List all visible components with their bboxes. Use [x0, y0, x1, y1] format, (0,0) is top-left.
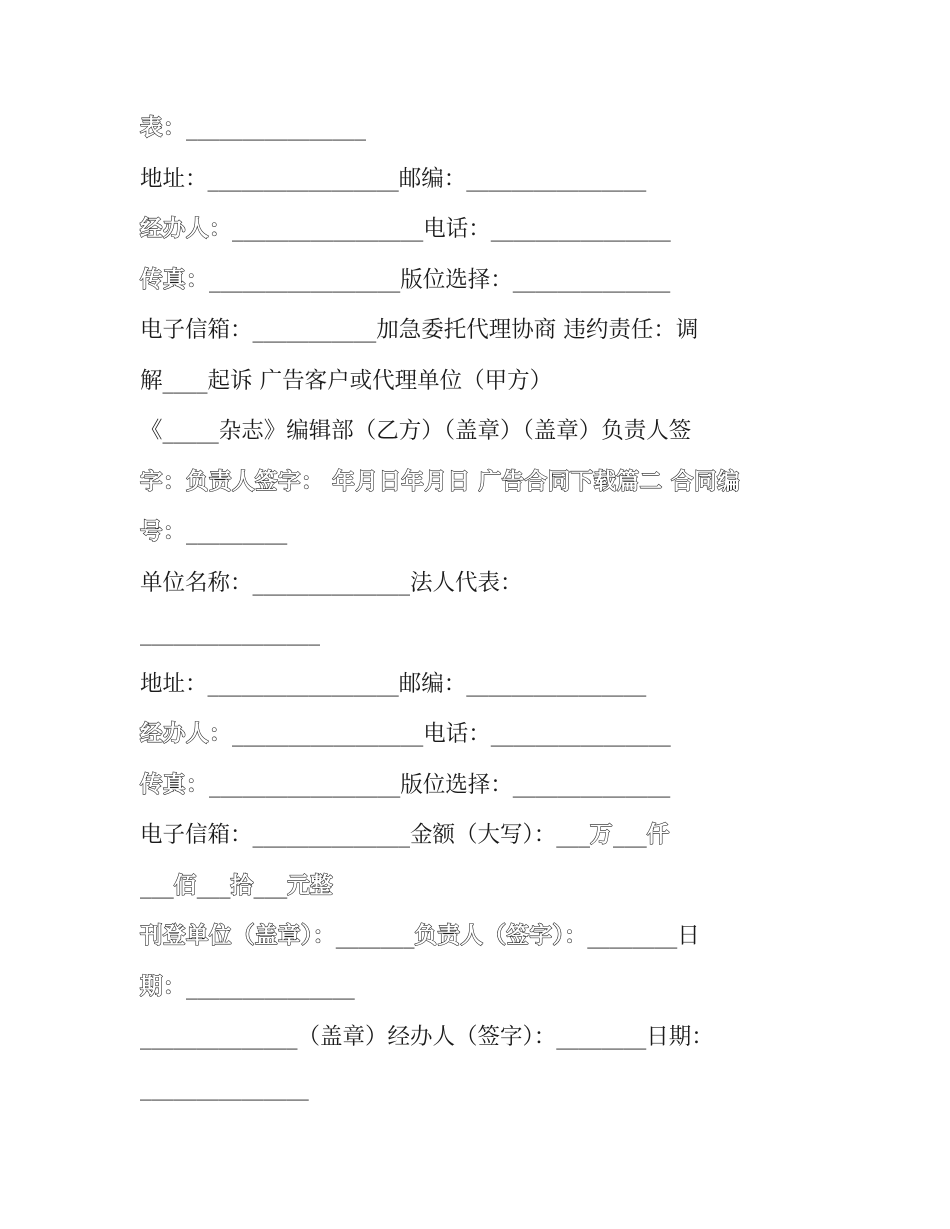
text-segment: 地址：_________________邮编：________________	[140, 670, 647, 697]
text-line	[140, 103, 830, 154]
text-segment: ___	[613, 822, 647, 848]
text-segment: 拾	[230, 872, 254, 899]
contract-page	[140, 103, 830, 1113]
text-line	[140, 507, 830, 558]
text-segment: 字：负责人签字： 年月日年月日 广告合同下载篇二 合同编	[140, 468, 741, 495]
text-segment: 解____起诉 广告客户或代理单位（甲方）	[140, 367, 553, 394]
text-segment: 经办人：	[140, 721, 233, 747]
text-segment: ________________	[140, 620, 320, 646]
text-line	[140, 962, 830, 1013]
text-segment: 地址：_________________邮编：________________	[140, 165, 647, 192]
text-line	[140, 558, 830, 609]
text-segment: _________________电话：________________	[232, 721, 671, 747]
text-segment: 电子信箱：___________加急委托代理协商 违约责任：调	[140, 317, 699, 343]
text-line	[140, 608, 830, 659]
text-segment: ___	[140, 872, 174, 899]
text-segment: 元整	[287, 872, 334, 899]
text-segment: 刊登单位（盖章）：	[140, 923, 336, 949]
text-segment: _______________	[140, 1074, 309, 1101]
text-segment: _______________	[186, 973, 355, 1000]
text-line	[140, 204, 830, 255]
text-segment: 佰	[173, 872, 197, 899]
text-segment: 万	[590, 822, 614, 848]
text-segment: 单位名称：______________法人代表：	[140, 569, 523, 596]
text-line	[140, 305, 830, 356]
text-segment: ___	[196, 872, 231, 899]
text-segment: _________	[186, 519, 288, 545]
text-line	[140, 760, 830, 811]
text-segment: 期：	[140, 973, 187, 1000]
text-segment: 传真：	[140, 771, 210, 798]
text-line	[140, 861, 830, 912]
text-line	[140, 457, 830, 508]
text-line	[140, 659, 830, 710]
text-segment: _________________版位选择：______________	[209, 771, 671, 798]
text-segment: 负责人（签字）：	[414, 923, 588, 949]
text-segment: _________________电话：________________	[232, 216, 671, 242]
text-segment: 《_____杂志》编辑部（乙方）（盖章）（盖章）负责人签	[140, 418, 692, 444]
text-segment: _________________版位选择：______________	[209, 266, 671, 293]
text-segment: 号：	[140, 519, 187, 545]
text-line	[140, 406, 830, 457]
text-segment: ___	[253, 872, 288, 899]
text-line	[140, 1012, 830, 1063]
text-line	[140, 255, 830, 306]
text-line	[140, 154, 830, 205]
text-segment: ________日	[587, 923, 700, 949]
text-segment: 仟	[646, 822, 670, 848]
text-line	[140, 810, 830, 861]
text-line	[140, 911, 830, 962]
text-segment: 传真：	[140, 266, 210, 293]
text-segment: ________________	[186, 115, 367, 141]
text-segment: _______	[335, 923, 415, 949]
text-segment: ______________（盖章）经办人（签字）：________日期：	[140, 1024, 714, 1050]
text-line	[140, 356, 830, 407]
text-segment: 经办人：	[140, 216, 233, 242]
text-segment: 电子信箱：______________金额（大写）：___	[140, 822, 591, 848]
text-segment: 表：	[140, 115, 187, 141]
text-line	[140, 1063, 830, 1114]
text-line	[140, 709, 830, 760]
